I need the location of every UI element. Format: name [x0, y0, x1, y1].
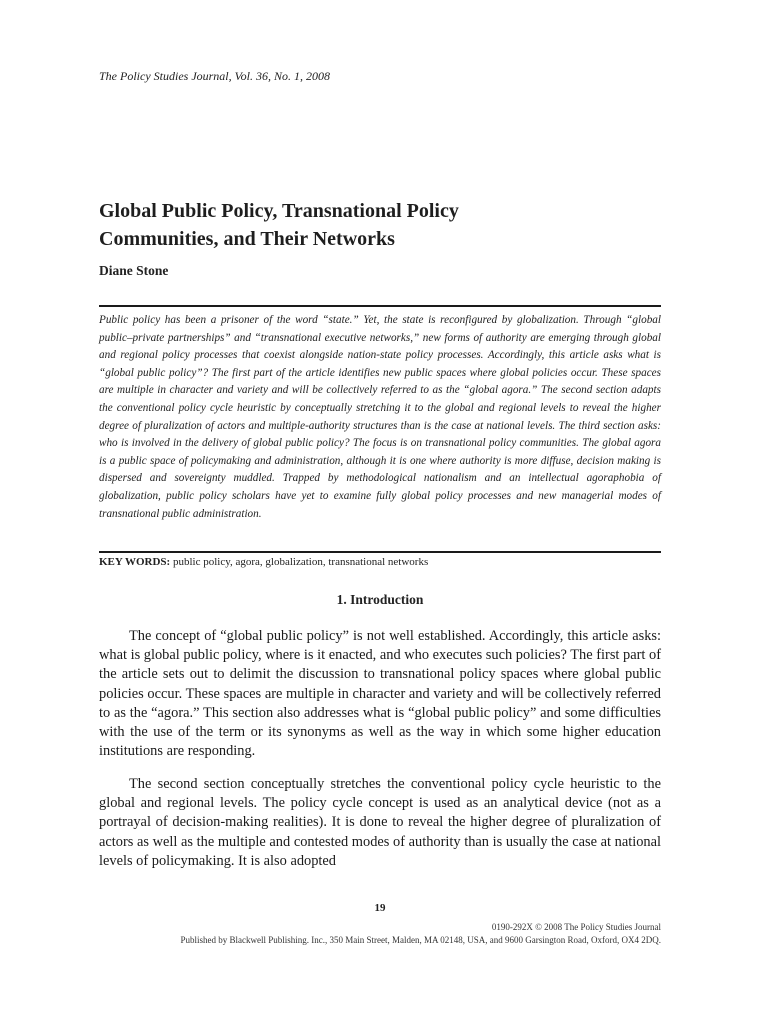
body-paragraph: The second section conceptually stretches the conventional policy cycle heuristic to the global and regional levels. The policy cycle concept is used as an analytical device (not as a portrayal of decision-making realities). It is done to reveal the higher degree of pluralization of actors as well as the multiple and contested modes of authority than is usually the case at national levels of policymaking. It is also adopted: [99, 776, 661, 869]
copyright-line: 0190-292X © 2008 The Policy Studies Journal: [491, 922, 661, 932]
section-heading: 1. Introduction: [336, 592, 424, 607]
publisher-line: Published by Blackwell Publishing. Inc., 350 Main Street, Malden, MA 02148, USA, and 9600 Garsington Road, Oxford, OX4 2DQ.: [180, 935, 661, 945]
abstract-top-rule: [99, 305, 661, 307]
article-title: Global Public Policy, Transnational Policy Communities, and Their Networks: [99, 200, 459, 250]
abstract-bottom-rule: [99, 551, 661, 553]
keywords-line: [99, 556, 661, 568]
running-head: The Policy Studies Journal, Vol. 36, No. 1, 2008: [99, 69, 330, 83]
abstract-text: Public policy has been a prisoner of the word “state.” Yet, the state is reconfigured by globalization. Through “global public–private partnerships” and “transnational executive networks,” new forms of authority are emerging through global and regional policy processes that coexist alongside nation-state policy processes. Accordingly, this article asks what is “global public policy”? The first part of the article identifies new public spaces where global policies occur. These spaces are multiple in character and variety and will be collectively referred to as the “global agora.” The second section adapts the conventional policy cycle heuristic by conceptually stretching it to the global and regional levels to reveal the higher degree of pluralization of actors and multiple-authority structures than is the case at national levels. The third section asks: who is involved in the delivery of global public policy? The focus is on transnational policy communities. The global agora is a public space of policymaking and administration, although it is one where authority is more diffuse, decision making is dispersed and sovereignty muddled. Trapped by methodological nationalism and an intellectual agoraphobia of globalization, public policy scholars have yet to examine fully global policy processes and new managerial modes of transnational public administration.: [99, 314, 661, 520]
author-name: Diane Stone: [99, 263, 169, 278]
body-paragraph: The concept of “global public policy” is not well established. Accordingly, this article asks: what is global public policy, where is it enacted, and who executes such policies? The first part of the article sets out to delimit the discussion to transnational policy spaces where global public policies occur. These spaces are multiple in character and variety and will be collectively referred to as the “agora.” This section also addresses what is “global public policy” and some difficulties with the use of the term or its synonyms as well as the way in which some higher education institutions are responding.: [99, 628, 661, 760]
page-number: 19: [374, 902, 386, 914]
keywords-label: KEY WORDS:: [99, 556, 171, 568]
keywords-list: public policy, agora, globalization, transnational networks: [172, 556, 429, 568]
